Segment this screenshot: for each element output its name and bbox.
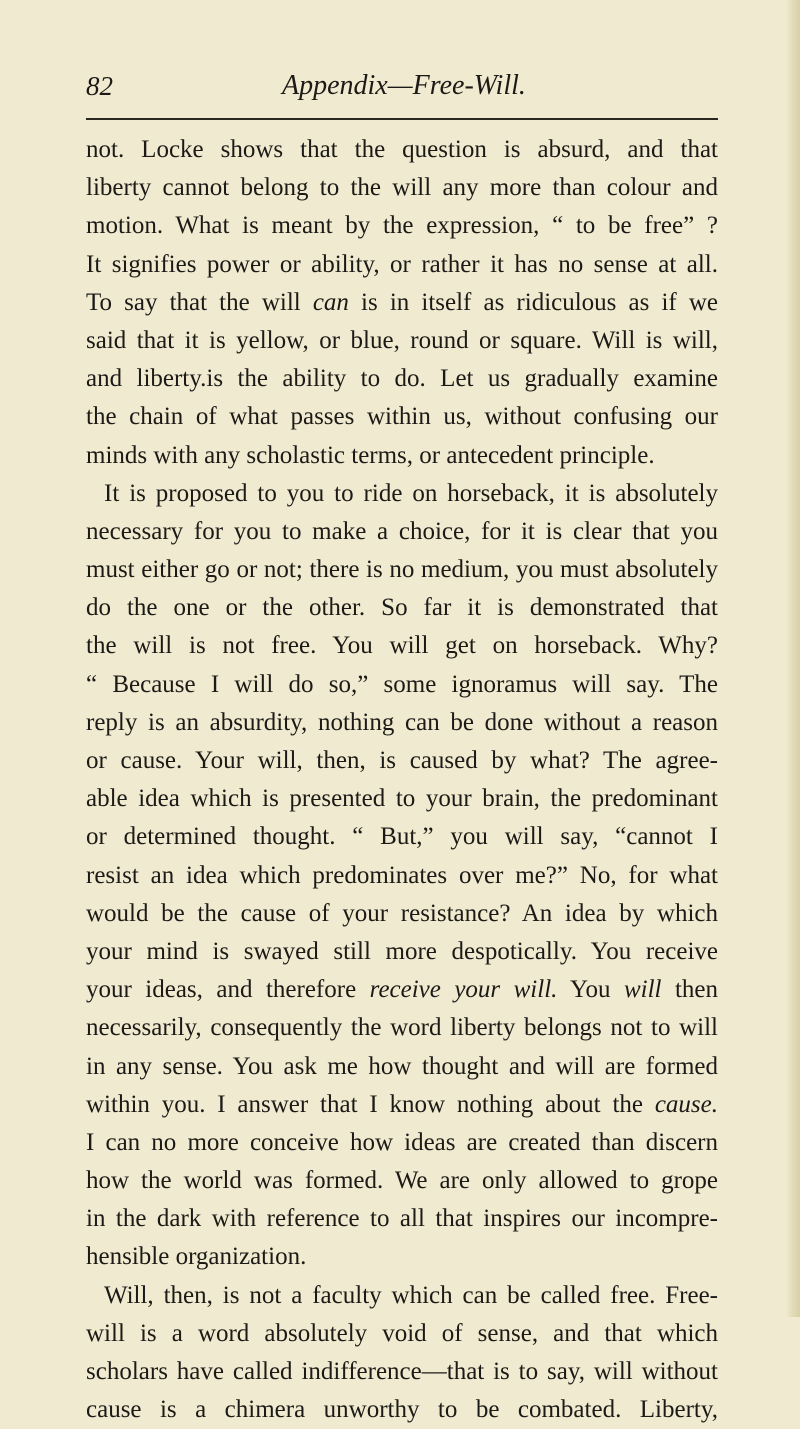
text-line	[86, 1162, 718, 1200]
text-line	[86, 437, 718, 475]
text-segment: then	[661, 976, 719, 1004]
page-number: 82	[86, 71, 113, 101]
header-rule	[86, 118, 718, 120]
text-line	[86, 933, 718, 971]
text-segment: the chain of what passes within us, without confusing our	[86, 403, 718, 431]
text-segment: your mind is swayed still more despotically. You receive	[86, 937, 718, 965]
text-segment: within you. I answer that I know nothing about the	[86, 1090, 655, 1118]
text-line	[86, 780, 718, 818]
text-segment: in the dark with reference to all that inspires our incompre-	[86, 1205, 718, 1233]
text-segment: To say that the will	[86, 288, 313, 316]
text-line	[86, 1009, 718, 1047]
text-segment: the will is not free. You will get on horseback. Why?	[86, 632, 718, 660]
text-segment: scholars have called indifference—that is to say, will without	[86, 1358, 718, 1385]
text-segment: liberty cannot belong to the will any more than colour and	[86, 174, 718, 202]
body-text	[86, 131, 718, 1429]
text-segment: or cause. Your will, then, is caused by what? The agree-	[86, 747, 718, 774]
text-line	[86, 169, 718, 207]
text-segment: resist an idea which predominates over me?” No, for what	[86, 861, 718, 889]
text-line	[86, 1086, 718, 1124]
text-line	[86, 1238, 718, 1276]
text-segment: minds with any scholastic terms, or antecedent principle.	[86, 441, 655, 469]
text-line	[86, 1277, 718, 1315]
text-segment: do the one or the other. So far it is demonstrated that	[86, 594, 718, 622]
page-header	[86, 66, 720, 106]
text-line	[86, 589, 718, 627]
text-line	[86, 1353, 718, 1391]
text-line	[86, 895, 718, 933]
text-segment: It signifies power or ability, or rather it has no sense at all.	[86, 250, 718, 278]
text-line	[86, 704, 718, 742]
text-segment: and liberty.is the ability to do. Let us gradually examine	[86, 365, 718, 393]
text-segment: necessary for you to make a choice, for it is clear that you	[86, 517, 718, 545]
text-line	[86, 398, 718, 436]
text-line	[86, 475, 718, 513]
running-head: Appendix—Free-Will.	[282, 70, 526, 101]
text-line	[86, 131, 718, 169]
page-edge-shadow	[786, 0, 800, 1317]
text-segment: is in itself as ridiculous as if we	[348, 288, 718, 316]
text-line	[86, 627, 718, 665]
text-line	[86, 284, 718, 322]
text-segment: You	[557, 976, 624, 1004]
text-line	[86, 857, 718, 895]
text-line	[86, 1315, 718, 1353]
text-segment: will is a word absolutely void of sense, and that which	[86, 1319, 718, 1347]
italic-text: will	[623, 976, 662, 1004]
text-segment: cause is a chimera unworthy to be combated. Liberty,	[86, 1396, 718, 1424]
text-segment: not. Locke shows that the question is absurd, and that	[86, 136, 718, 163]
text-line	[86, 1200, 718, 1238]
italic-text: can	[312, 288, 349, 316]
text-line	[86, 207, 718, 245]
text-segment: “ Because I will do so,” some ignoramus will say. The	[86, 670, 718, 698]
text-segment: hensible organization.	[86, 1243, 307, 1271]
text-segment: able idea which is presented to your brain, the predominant	[86, 785, 718, 813]
italic-text: receive your will.	[369, 976, 558, 1004]
text-segment: reply is an absurdity, nothing can be done without a reason	[86, 708, 718, 736]
text-line	[86, 513, 718, 551]
text-segment: must either go or not; there is no medium, you must absolutely	[86, 556, 718, 584]
text-line	[86, 1048, 718, 1086]
text-line	[86, 551, 718, 589]
text-segment: or determined thought. “ But,” you will say, “cannot I	[86, 823, 718, 851]
text-segment: necessarily, consequently the word liberty belongs not to will	[86, 1014, 718, 1042]
text-segment: your ideas, and therefore	[86, 976, 370, 1004]
text-line	[86, 1391, 718, 1429]
text-line	[86, 666, 718, 704]
text-line	[86, 742, 718, 780]
text-segment: said that it is yellow, or blue, round or square. Will is will,	[86, 326, 718, 354]
text-segment: I can no more conceive how ideas are created than discern	[86, 1128, 718, 1156]
text-line	[86, 246, 718, 284]
text-segment: motion. What is meant by the expression, “ to be free” ?	[86, 212, 718, 240]
text-line	[86, 322, 718, 360]
text-segment: how the world was formed. We are only allowed to grope	[86, 1167, 718, 1195]
text-segment: Will, then, is not a faculty which can be called free. Free-	[104, 1281, 718, 1309]
text-segment: It is proposed to you to ride on horseback, it is absolutely	[104, 479, 718, 507]
text-segment: would be the cause of your resistance? An idea by which	[86, 899, 718, 927]
italic-text: cause.	[654, 1090, 718, 1118]
text-line	[86, 818, 718, 856]
text-line	[86, 360, 718, 398]
text-line	[86, 1124, 718, 1162]
text-line	[86, 971, 718, 1009]
text-segment: in any sense. You ask me how thought and will are formed	[86, 1052, 718, 1080]
